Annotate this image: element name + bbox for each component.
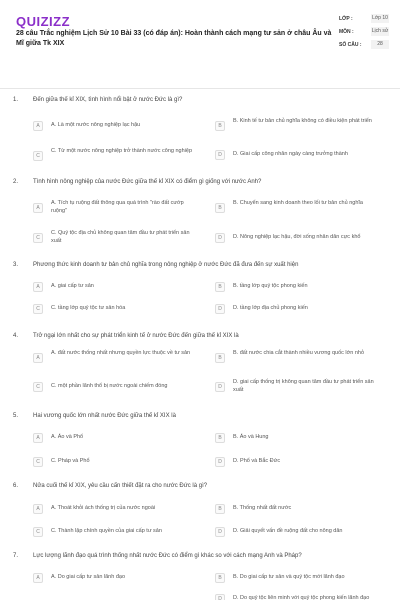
option-text: C. Thành lập chính quyền của giai cấp tư sản xyxy=(51,528,162,534)
meta-count-label: SỐ CÂU : xyxy=(339,42,362,48)
question-number: 3. xyxy=(13,262,19,268)
option-letter: B xyxy=(215,282,225,292)
meta-subject-value: Lịch sử xyxy=(371,28,389,34)
option-text: B. Thống nhất đất nước xyxy=(233,505,292,511)
question-number: 5. xyxy=(13,413,19,419)
option-text: B. Do giai cấp tư sản và quý tộc mới lãnh đạo xyxy=(233,574,345,580)
question-text: Nửa cuối thế kỉ XIX, yêu cầu cấn thiết đặt ra cho nước Đức là gì? xyxy=(33,483,208,489)
option-letter: D xyxy=(215,527,225,537)
question-text: Phương thức kinh doanh tư bản chủ nghĩa trong nông nghiệp ở nước Đức đã đưa đến sự xuất hiện xyxy=(33,262,299,268)
question-number: 2. xyxy=(13,179,19,185)
option-text: D. Phổ và Bắc Đức xyxy=(233,458,281,464)
question-text: Tình hình nông nghiệp của nước Đức giữa thế kỉ XIX có điểm gì giống với nước Anh? xyxy=(33,179,262,185)
option-letter: C xyxy=(33,233,43,243)
option-letter: C xyxy=(33,457,43,467)
option-letter: B xyxy=(215,504,225,514)
option-text: A. đất nước thống nhất nhưng quyền lực thuộc về tư sản xyxy=(51,350,191,356)
option-text: C. Pháp và Phổ xyxy=(51,458,90,464)
option-letter: A xyxy=(33,573,43,583)
option-text: C. một phần lãnh thổ bị nước ngoài chiếm đóng xyxy=(51,383,168,389)
option-letter: A xyxy=(33,433,43,443)
option-letter: D xyxy=(215,304,225,314)
option-text: A. giai cấp tư sản xyxy=(51,283,94,289)
option-letter: C xyxy=(33,382,43,392)
question-number: 4. xyxy=(13,333,19,339)
option-letter: D xyxy=(215,594,225,600)
option-letter: A xyxy=(33,282,43,292)
quizizz-logo: QUIZIZZ xyxy=(16,14,71,29)
option-text: D. Do quý tộc liên minh với quý tộc phong kiến lãnh đạo xyxy=(233,595,370,600)
question-number: 6. xyxy=(13,483,19,489)
option-text: B. đất nước chia cắt thành nhiều vương quốc lớn nhỏ xyxy=(233,350,365,356)
option-letter: D xyxy=(215,233,225,243)
option-text: C. Quý tộc địa chủ không quan tâm đầu tư phát triển sản xuất xyxy=(51,230,190,244)
option-letter: A xyxy=(33,353,43,363)
meta-count xyxy=(339,40,389,49)
option-text: D. Giai cấp công nhân ngày càng trưởng thành xyxy=(233,151,348,157)
option-letter: C xyxy=(33,151,43,161)
option-text: B. tầng lớp quý tộc phong kiến xyxy=(233,283,308,289)
meta-grade xyxy=(339,14,389,23)
option-letter: A xyxy=(33,203,43,213)
option-text: A. Tích tụ ruộng đất thông qua quá trình "rào đất cướp ruộng" xyxy=(51,200,184,214)
option-letter: D xyxy=(215,382,225,392)
option-letter: D xyxy=(215,457,225,467)
question-number: 7. xyxy=(13,553,19,559)
question-text: Trở ngại lớn nhất cho sự phát triển kinh tế ở nước Đức đến giữa thế kỉ XIX là xyxy=(33,333,239,339)
option-text: D. giai cấp thống trị không quan tâm đầu tư phát triển sản xuất xyxy=(233,379,374,393)
meta-subject xyxy=(339,27,389,36)
option-letter: B xyxy=(215,121,225,131)
meta-subject-label: MÔN : xyxy=(339,29,354,35)
option-text: A. Là một nước nông nghiệp lạc hậu xyxy=(51,122,141,128)
option-letter: A xyxy=(33,504,43,514)
option-text: B. Chuyển sang kinh doanh theo lối tư bản chủ nghĩa xyxy=(233,200,363,206)
option-letter: D xyxy=(215,150,225,160)
option-letter: B xyxy=(215,573,225,583)
page-title: 28 câu Trắc nghiệm Lịch Sử 10 Bài 33 (có đáp án): Hoàn thành cách mạng tư sản ở châu Âu và Mĩ giữa Tk XIX xyxy=(16,30,332,47)
option-text: A. Áo và Phổ xyxy=(51,434,84,440)
option-text: A. Thoát khỏi ách thống trị của nước ngoài xyxy=(51,505,156,511)
header-divider xyxy=(0,88,400,89)
option-letter: B xyxy=(215,433,225,443)
option-text: C. Từ một nước nông nghiệp trở thành nước công nghiệp xyxy=(51,148,193,154)
option-letter: C xyxy=(33,527,43,537)
option-text: D. Giải quyết vấn đề ruộng đất cho nông dân xyxy=(233,528,343,534)
option-text: D. Nông nghiệp lạc hậu, đời sống nhân dân cực khổ xyxy=(233,234,361,240)
question-number: 1. xyxy=(13,97,19,103)
option-text: D. tầng lớp địa chủ phong kiến xyxy=(233,305,308,311)
quiz-meta xyxy=(339,14,389,53)
option-letter: B xyxy=(215,203,225,213)
meta-count-value: 28 xyxy=(371,40,389,49)
option-letter: C xyxy=(33,304,43,314)
option-letter: A xyxy=(33,121,43,131)
question-text: Lực lượng lãnh đạo quá trình thống nhất nước Đức có điểm gì khác so với cách mạng Anh và Pháp? xyxy=(33,553,302,559)
document-header xyxy=(0,0,400,90)
meta-grade-value: Lớp 10 xyxy=(372,15,388,21)
option-text: B. Kinh tế tư bản chủ nghĩa không có điều kiện phát triển xyxy=(233,118,372,124)
question-text: Hai vương quốc lớn nhất nước Đức giữa thế kỉ XIX là xyxy=(33,413,176,419)
option-text: B. Áo và Hung xyxy=(233,434,269,440)
meta-grade-label: LỚP : xyxy=(339,16,353,22)
option-text: C. tầng lớp quý tộc tư sản hóa xyxy=(51,305,126,311)
option-letter: B xyxy=(215,353,225,363)
option-text: A. Do giai cấp tư sản lãnh đạo xyxy=(51,574,126,580)
question-text: Đến giữa thế kỉ XIX, tình hình nổi bật ở nước Đức là gì? xyxy=(33,97,183,103)
